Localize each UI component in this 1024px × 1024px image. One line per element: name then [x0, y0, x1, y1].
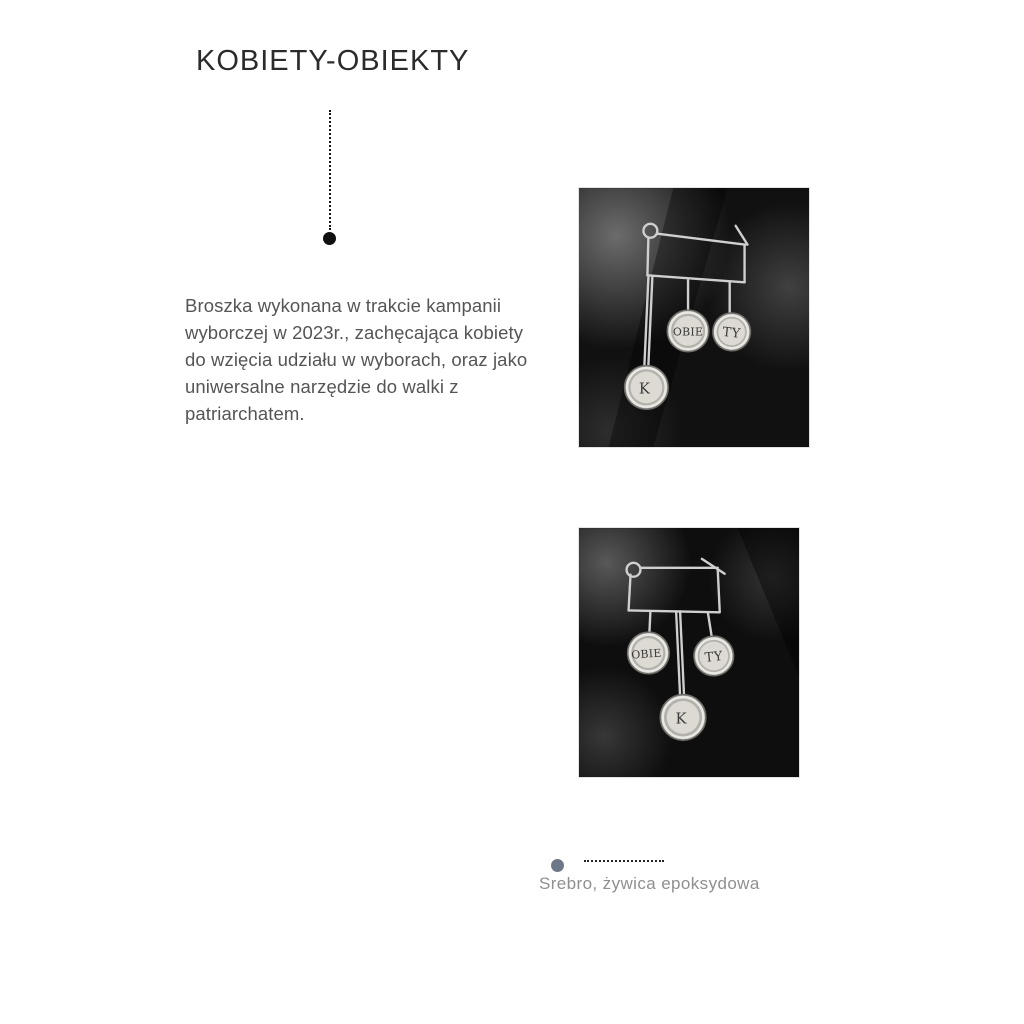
- page-title: KOBIETY-OBIEKTY: [196, 45, 470, 77]
- charm-k: [625, 366, 669, 410]
- charm-k: [660, 695, 706, 741]
- title-connector-dotted-line: [329, 110, 331, 230]
- brooch-photo-1-image: [579, 188, 809, 447]
- materials-caption: Srebro, żywica epoksydowa: [539, 874, 760, 893]
- charm-obie-label: OBIE: [672, 325, 704, 339]
- charm-ty-label: TY: [704, 649, 724, 666]
- charm-obie: [667, 310, 709, 352]
- charm-obie-hanger: [649, 612, 650, 633]
- charm-ty-label: TY: [721, 324, 742, 342]
- brooch-photo-1: [578, 187, 810, 448]
- title-connector-end-dot: [323, 232, 336, 245]
- pin-left-side: [647, 238, 648, 276]
- materials-dotted-line: [584, 860, 664, 862]
- materials-bullet-dot: [551, 859, 564, 872]
- charm-k-label: K: [675, 709, 687, 728]
- brooch-photo-2-image: [579, 528, 799, 777]
- charm-k-label: K: [638, 379, 650, 398]
- brooch-photo-2: [578, 527, 800, 778]
- artwork-description: Broszka wykonana w trakcie kampanii wyborczej w 2023r., zachęcająca kobiety do wzięcia udziału w wyborach, oraz jako uniwersalne narzędzie do walki z patriarchatem.: [185, 295, 528, 424]
- charm-obie-label: OBIE: [630, 646, 663, 662]
